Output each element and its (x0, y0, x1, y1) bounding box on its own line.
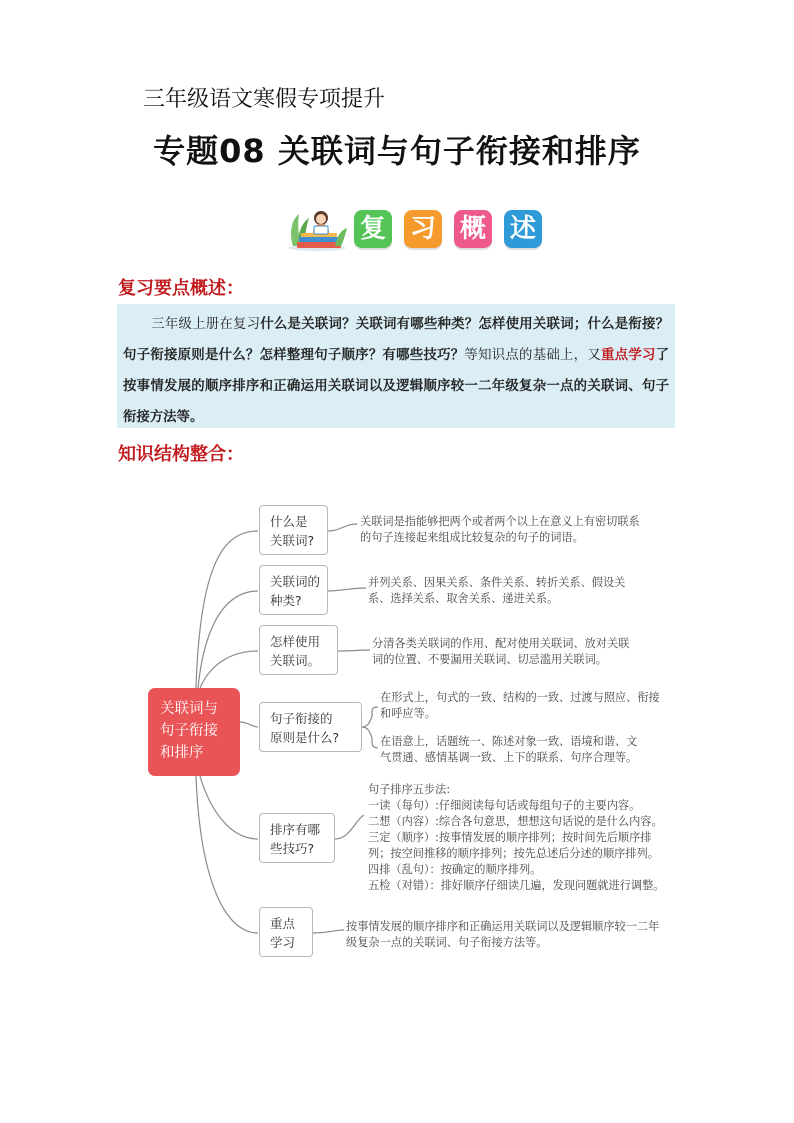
branch-label-line: 关联词? (270, 533, 315, 548)
leaf-connective-types (368, 575, 625, 607)
leaf-line: 词的位置、不要漏用关联词、切忌滥用关联词。 (372, 653, 607, 666)
leaf-usage-rules (372, 636, 629, 668)
leaf-line: 列；按空间推移的顺序排列；按先总述后分述的顺序排列。 (368, 847, 659, 860)
branch-connective-types (259, 565, 328, 615)
leaf-line: 并列关系、因果关系、条件关系、转折关系、假设关 (368, 576, 626, 589)
branch-label-line: 什么是 (270, 514, 308, 529)
branch-label-line: 关联词。 (270, 653, 321, 668)
root-line-3: 和排序 (160, 745, 204, 761)
leaf-line: 句子排序五步法: (368, 783, 451, 796)
review-char-gai: 概 (454, 210, 492, 248)
leaf-line: 按事情发展的顺序排序和正确运用关联词以及逻辑顺序较一二年 (346, 920, 660, 933)
leaf-line: 在语意上，话题统一、陈述对象一致、语境和谐、文 (380, 735, 638, 748)
branch-label-line: 原则是什么? (270, 730, 340, 745)
review-points-heading: 复习要点概述： (118, 278, 244, 299)
leaf-line: 气贯通、感情基调一致、上下的联系、句序合理等。 (380, 751, 638, 764)
summary-lead: 三年级上册在复习 (151, 317, 261, 332)
leaf-line: 关联词是指能够把两个或者两个以上在意义上有密切联系 (360, 515, 640, 528)
branch-what-is-connective (259, 505, 328, 555)
branch-ordering-techniques (259, 813, 335, 863)
knowledge-structure-heading: 知识结构整合： (118, 444, 244, 465)
review-char-xi: 习 (404, 210, 442, 248)
branch-label-line: 重点 (270, 916, 296, 931)
branch-how-to-use (259, 625, 338, 675)
branch-cohesion-principles (259, 702, 362, 752)
series-title: 三年级语文寒假专项提升 (143, 87, 386, 112)
review-char-shu: 述 (504, 210, 542, 248)
branch-key-learning (259, 907, 313, 957)
leaf-line: 四排（乱句）：按确定的顺序排列。 (368, 863, 542, 876)
leaf-line: 二想（内容）:综合各句意思，想想这句话说的是什么内容。 (368, 815, 663, 828)
mindmap-root-node (148, 688, 240, 776)
branch-label-line: 学习 (270, 935, 296, 950)
leaf-line: 的句子连接起来组成比较复杂的句子的词语。 (360, 531, 584, 544)
leaf-line: 级复杂一点的关联词、句子衔接方法等。 (346, 936, 548, 949)
leaf-line: 一读（每句）:仔细阅读每句话或每组句子的主要内容。 (368, 799, 641, 812)
branch-label-line: 关联词的 (270, 574, 321, 589)
branch-label-line: 些技巧? (270, 841, 315, 856)
leaf-connective-definition (360, 514, 640, 546)
leaf-key-learning (346, 919, 659, 951)
root-line-2: 句子衔接 (160, 723, 218, 739)
review-char-fu: 复 (354, 210, 392, 248)
leaf-meaning-principles (380, 734, 637, 766)
summary-questions: 什么是关联词？关联词有哪些种类？怎样使用关联词；什么是衔接？句子衔接原则是什么？怎样整理句子顺序？有哪些技巧？ (123, 316, 670, 363)
branch-label-line: 句子衔接的 (270, 711, 333, 726)
branch-label-line: 怎样使用 (270, 634, 321, 649)
leaf-five-step-method (368, 782, 664, 894)
leaf-line: 三定（顺序）:按事情发展的顺序排列；按时间先后顺序排 (368, 831, 652, 844)
branch-label-line: 种类? (270, 593, 302, 608)
leaf-line: 五检（对错）：排好顺序仔细读几遍，发现问题就进行调整。 (368, 879, 665, 892)
summary-emphasis: 重点学习 (601, 347, 656, 363)
summary-content: 了按事情发展的顺序排序和正确运用关联词以及逻辑顺序较一二年级复杂一点的关联词、句子衔接方法等。 (123, 347, 670, 425)
leaf-line: 和呼应等。 (380, 707, 436, 720)
leaf-form-principles (380, 690, 660, 722)
leaf-line: 系、选择关系、取舍关系、递进关系。 (368, 592, 559, 605)
leaf-line: 分清各类关联词的作用、配对使用关联词、放对关联 (372, 637, 630, 650)
leaf-line: 在形式上，句式的一致、结构的一致、过渡与照应、衔接 (380, 691, 660, 704)
summary-middle: 等知识点的基础上，又 (464, 348, 601, 363)
root-line-1: 关联词与 (160, 701, 218, 717)
branch-label-line: 排序有哪 (270, 822, 321, 837)
page-title: 专题08 关联词与句子衔接和排序 (153, 132, 641, 170)
